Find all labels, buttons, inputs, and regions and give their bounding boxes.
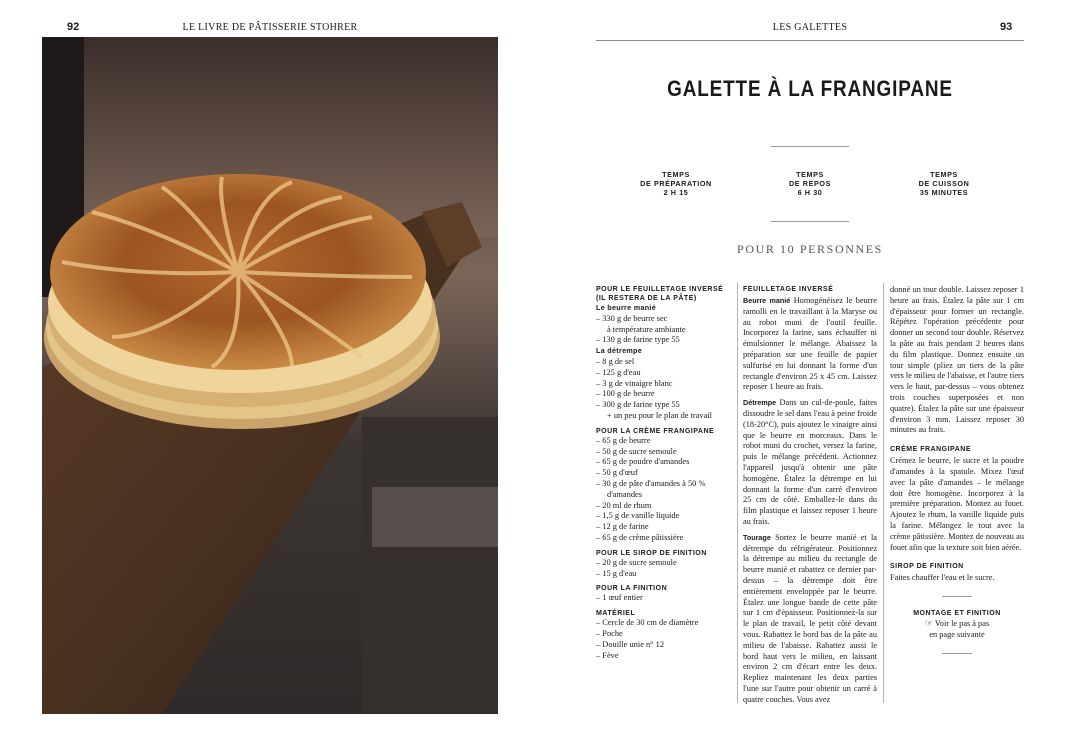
list-item: – 300 g de farine type 55	[596, 400, 680, 410]
list-item: – 65 g de crème pâtissière	[596, 532, 684, 542]
header-rule	[596, 40, 1024, 41]
title-divider	[771, 146, 849, 147]
method-paragraph: Détrempe Dans un cul-de-poule, faites dissoudre le sel dans l'eau à peine froide (18-20°C), puis ajoutez le vinaigre ainsi que le beurre en morceaux. Dans le robot muni du crochet, versez la farine, puis le mélange précédent. Actionnez l'appareil jusqu'à obtenir une pâte homogène. Étalez la détrempe en lui donnant la forme d'un carré d'environ 25 cm de côté. Emballez-le dans du film plastique et laissez reposer 1 heure au frais.	[743, 398, 877, 526]
list-item: – 20 g de sucre semoule	[596, 557, 677, 567]
cook-time: TEMPS DE CUISSON 35 MINUTES	[918, 170, 970, 197]
method-paragraph: Crémez le beurre, le sucre et la poudre d'amandes à la spatule. Mixez l'œuf avec la pâte d'amandes – le mélange doit être homogène. Incorporez à la première préparation. Montez au fouet. Ajoutez le rhum, la vanille liquide puis la farine. Mélangez le tout avec la crème pâtissière. Montez de nouveau au fouet afin que la texture soit bien aérée.	[890, 456, 1024, 552]
method-paragraph: Faites chauffer l'eau et le sucre.	[890, 573, 995, 583]
method-heading: SIROP DE FINITION	[890, 563, 964, 571]
method-paragraph: Tourage Sortez le beurre manié et la détrempe du réfrigérateur. Positionnez la détrempe au milieu du rectangle de beurre manié et rabattez ce dernier par-dessus – la détrempe doit être entièrement enveloppée par le beurre. Étalez une longue bande de cette pâte sur 1 cm d'épaisseur. Positionnez-la sur le plan de travail, le petit côté devant vous. Rabattez le bord bas de la pâte au milieu de l'abaisse. Rabattez aussi le bord haut vers le milieu, en laissant environ 2 cm d'écart entre les deux. Repliez maintenant les deux parties l'une sur l'autre pour obtenir un carré à quatre couches. Vous avez	[743, 532, 877, 704]
servings: POUR 10 PERSONNES	[737, 242, 883, 256]
list-item: – Fève	[596, 650, 619, 660]
ingredient-subtitle: La détrempe	[596, 346, 643, 356]
recipe-title: GALETTE À LA FRANGIPANE	[667, 76, 953, 101]
list-item: – 65 g de poudre d'amandes	[596, 457, 690, 467]
method-paragraph: donné un tour double. Laissez reposer 1 heure au frais. Étalez la pâte sur 1 cm d'épaisseur pour former un rectangle. Répétez l'opération précédente pour donner un second tour double. Réservez la pâte au frais pendant 2 heures dans du film plastique. Donnez ensuite un tour simple (pliez un tiers de la pâte vers le milieu de l'abaisse, et l'autre tiers vers le haut, par-dessus – vous obtenez trois couches superposées et non quatre). Étalez la pâte sur une épaisseur d'environ 3 mm. Laissez reposer 30 minutes au frais.	[890, 285, 1024, 435]
ingredient-section-title: POUR LA FINITION	[596, 585, 668, 593]
list-item: – 12 g de farine	[596, 522, 649, 532]
montage-divider-bottom	[942, 653, 972, 654]
list-item: – 8 g de sel	[596, 356, 635, 366]
ingredient-section-title: POUR LE SIROP DE FINITION	[596, 549, 707, 557]
list-item: – 30 g de pâte d'amandes à 50 %	[596, 478, 706, 488]
right-running-head: LES GALETTES	[772, 22, 848, 33]
list-item: – Douille unie n° 12	[596, 639, 665, 649]
list-item: – 50 g d'œuf	[596, 468, 638, 478]
runin-label: Détrempe	[743, 398, 777, 408]
montage-reference: ☞ Voir le pas à pas	[924, 618, 990, 629]
left-page-number: 92	[67, 21, 80, 33]
list-item: – 130 g de farine type 55	[596, 335, 680, 345]
montage-divider	[942, 596, 972, 597]
list-item: – 125 g d'eau	[596, 367, 641, 377]
ingredient-section-title: MATÉRIEL	[596, 610, 636, 618]
list-item: + un peu pour le plan de travail	[607, 410, 712, 420]
galette-photo	[42, 37, 498, 714]
ingredient-subtitle: Le beurre manié	[596, 303, 657, 312]
list-item: – 20 ml de rhum	[596, 500, 652, 510]
method-heading: CRÈME FRANGIPANE	[890, 446, 971, 454]
right-page-number: 93	[1000, 21, 1013, 33]
ingredients-column	[596, 285, 734, 661]
column-rule-1	[737, 283, 738, 703]
prep-time: TEMPS DE PRÉPARATION 2 H 15	[640, 170, 712, 197]
list-item: – 3 g de vinaigre blanc	[596, 378, 673, 388]
list-item: – 1,5 g de vanille liquide	[596, 511, 680, 521]
method-column-3	[890, 285, 1024, 654]
list-item: – 50 g de sucre semoule	[596, 446, 677, 456]
list-item: à température ambiante	[607, 324, 686, 334]
times-divider	[771, 221, 849, 222]
column-rule-2	[883, 283, 884, 703]
list-item: – 1 œuf entier	[596, 593, 643, 603]
runin-label: Tourage	[743, 532, 771, 542]
list-item: – 330 g de beurre sec	[596, 313, 668, 323]
list-item: – 100 g de beurre	[596, 389, 655, 399]
montage-heading: MONTAGE ET FINITION	[913, 610, 1001, 618]
list-item: – Cercle de 30 cm de diamètre	[596, 618, 699, 628]
method-paragraph: Beurre manié Homogénéisez le beurre ramolli en le travaillant à la Maryse ou au robot muni de l'outil feuille. Incorporez la farine, sans échauffer ni émulsionner le mélange. Abaissez la préparation sur une feuille de papier sulfurisé en lui donnant la forme d'un rectangle d'environ 25 x 45 cm. Laissez reposer 1 heure au frais.	[743, 296, 877, 392]
left-running-head: LE LIVRE DE PÂTISSERIE STOHRER	[182, 22, 358, 33]
ingredient-section-title: POUR LE FEUILLETAGE INVERSÉ	[596, 286, 724, 293]
ingredient-section-subtitle: (IL RESTERA DE LA PÂTE)	[596, 295, 697, 302]
list-item: – Poche	[596, 628, 623, 638]
montage-reference-line2: en page suivante	[929, 629, 985, 639]
ingredient-section-title: POUR LA CRÈME FRANGIPANE	[596, 427, 715, 435]
method-column-2	[743, 285, 877, 705]
list-item: – 65 g de beurre	[596, 435, 651, 445]
list-item: – 15 g d'eau	[596, 568, 637, 578]
list-item: d'amandes	[607, 489, 642, 499]
method-heading: FEUILLETAGE INVERSÉ	[743, 286, 834, 293]
rest-time: TEMPS DE REPOS 6 H 30	[789, 170, 831, 197]
pointing-hand-icon: ☞	[924, 618, 933, 629]
runin-label: Beurre manié	[743, 296, 791, 305]
